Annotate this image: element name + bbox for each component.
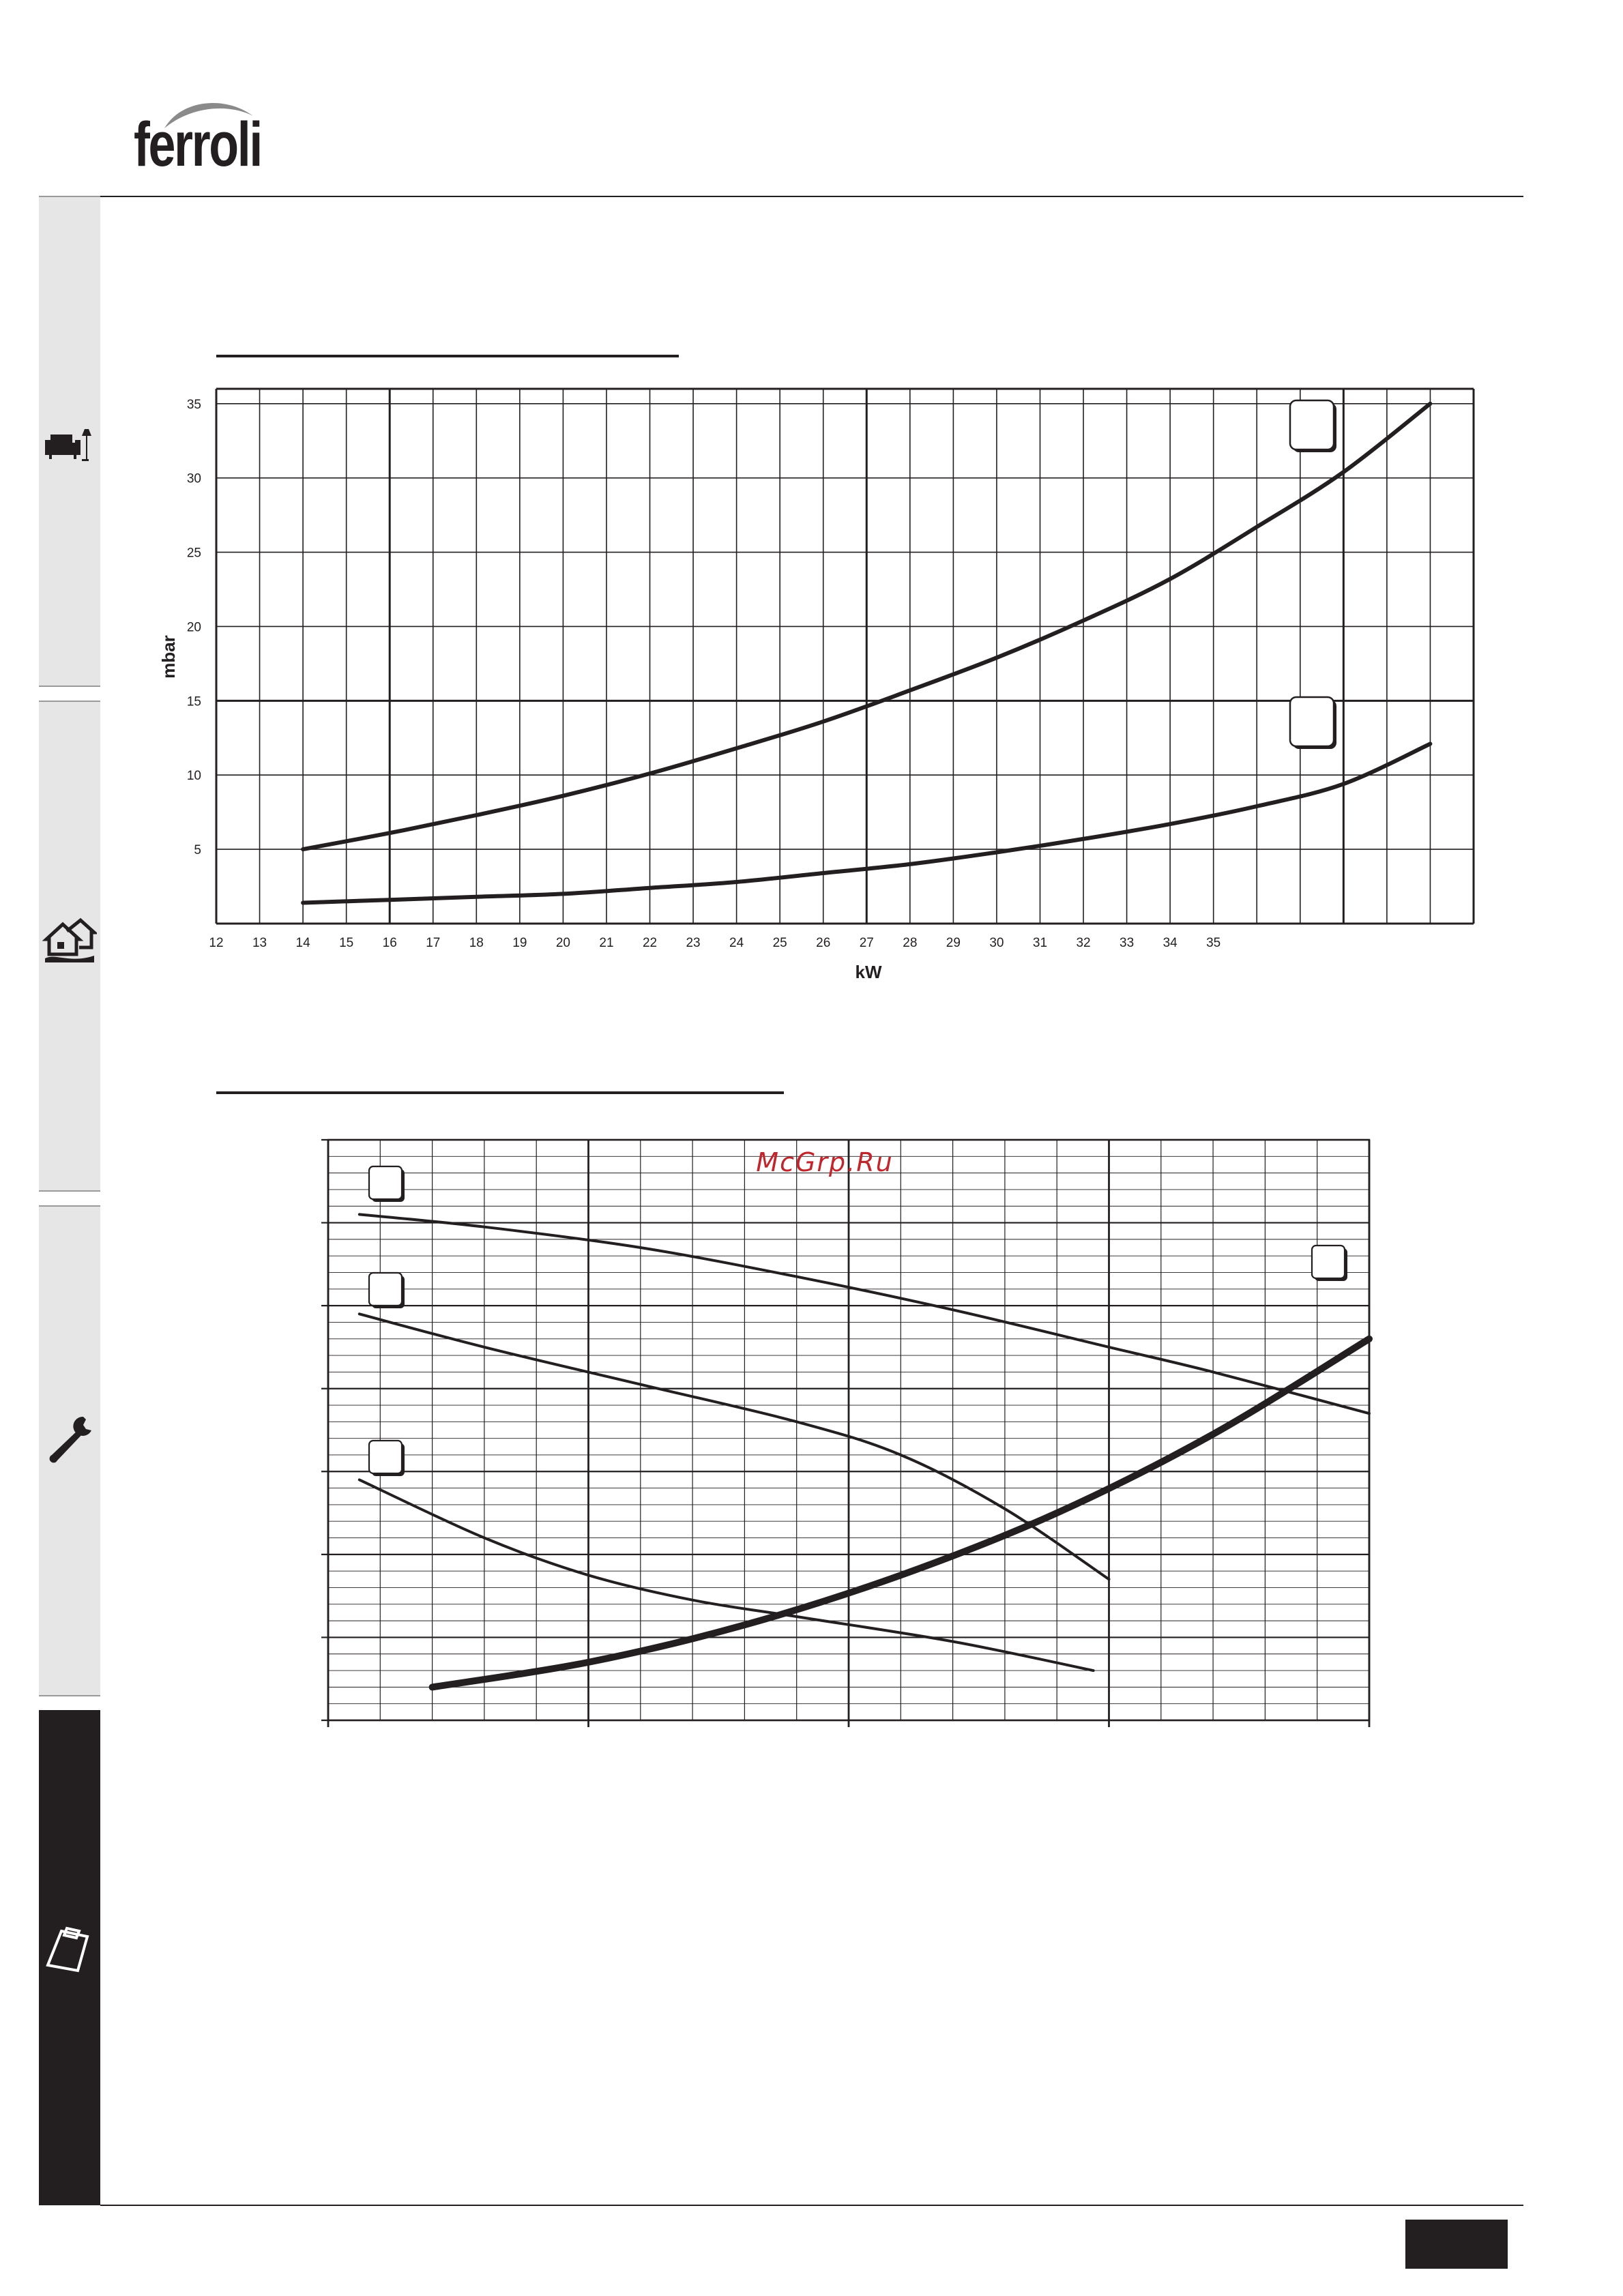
x-tick-label: 29: [946, 936, 961, 950]
x-tick-label: 34: [1163, 936, 1178, 950]
x-tick-label: 24: [729, 936, 744, 950]
x-tick-label: 25: [772, 936, 787, 950]
y-tick-label: 25: [186, 546, 201, 561]
x-tick-label: 16: [382, 936, 397, 950]
x-tick-label: 13: [252, 936, 267, 950]
x-tick-label: 23: [686, 936, 701, 950]
page-number-box: [1405, 2220, 1508, 2269]
x-tick-label: 17: [426, 936, 441, 950]
x-tick-label: 21: [599, 936, 614, 950]
y-tick-label: 10: [186, 769, 201, 784]
y-tick-label: 30: [186, 471, 201, 486]
x-tick-label: 33: [1120, 936, 1135, 950]
footer-rule: [100, 2205, 1523, 2206]
x-tick-label: 26: [816, 936, 831, 950]
x-axis-label: kW: [855, 962, 882, 982]
x-tick-label: 19: [512, 936, 527, 950]
x-tick-label: 14: [295, 936, 310, 950]
x-tick-label: 30: [989, 936, 1004, 950]
y-tick-label: 5: [194, 843, 201, 858]
series-label-box: [1312, 1246, 1345, 1278]
x-tick-label: 27: [859, 936, 874, 950]
y-tick-label: 35: [186, 397, 201, 412]
x-tick-label: 32: [1076, 936, 1091, 950]
y-tick-label: 20: [186, 620, 201, 635]
pump-head-chart: [321, 1140, 1369, 1727]
x-tick-label: 18: [469, 936, 484, 950]
y-tick-label: 15: [186, 694, 201, 709]
series-label-box: [1290, 697, 1334, 746]
x-tick-label: 20: [555, 936, 570, 950]
series-label-box: [369, 1441, 402, 1473]
x-tick-label: 28: [903, 936, 918, 950]
brand-name: ferroli: [134, 110, 261, 179]
x-tick-label: 12: [209, 936, 224, 950]
x-tick-label: 31: [1032, 936, 1048, 950]
y-axis-label: mbar: [158, 635, 179, 679]
series-curve: [360, 1214, 1369, 1413]
series-label-box: [369, 1273, 402, 1306]
x-tick-label: 22: [642, 936, 658, 950]
x-tick-label: 35: [1206, 936, 1221, 950]
series-label-box: [369, 1166, 402, 1199]
watermark: McGrp.Ru: [756, 1147, 894, 1177]
pressure-power-chart: [158, 389, 1474, 982]
series-curve: [360, 1480, 1094, 1671]
series-label-box: [1290, 400, 1334, 450]
x-tick-label: 15: [339, 936, 354, 950]
